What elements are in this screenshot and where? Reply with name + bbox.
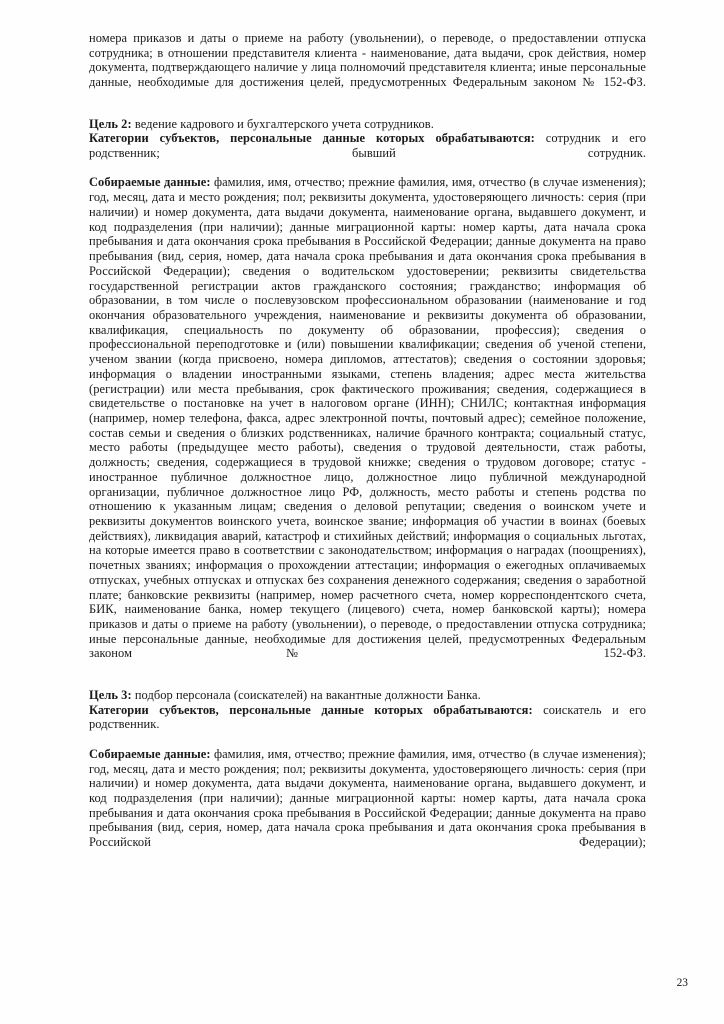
paragraph-purpose-3 <box>89 688 646 703</box>
paragraph-purpose-2-categories <box>89 131 646 175</box>
page-content <box>89 31 646 865</box>
purpose-3-collected-text: фамилия, имя, отчество; прежние фамилия, имя, отчество (в случае изменения); год, месяц, дата и место рождения; пол; реквизиты документа, удостоверяющего личность: серия (при наличии) и номер документа, дата выдачи документа, наименование органа, выдавшего документ, и код подразделения (при наличии); данные миграционной карты: номер карты, дата начала срока пребывания и дата окончания срока пребывания в Российской Федерации; данные документа на право пребывания (вид, серия, номер, дата начала срока пребывания и дата окончания срока пребывания в Российской Федерации); <box>89 746 646 850</box>
paragraph-purpose-3-categories <box>89 703 646 747</box>
purpose-2-categories-label: Категории субъектов, персональные данные которых обрабатываются: <box>89 131 535 146</box>
purpose-3-categories-label: Категории субъектов, персональные данные которых обрабатываются: <box>89 702 533 717</box>
purpose-3-label: Цель 3: <box>89 687 132 702</box>
purpose-2-text: ведение кадрового и бухгалтерского учета сотрудников. <box>131 116 434 131</box>
purpose-3-collected-label: Собираемые данные: <box>89 746 211 761</box>
paragraph-purpose-3-collected <box>89 747 646 865</box>
purpose-2-label: Цель 2: <box>89 116 132 131</box>
paragraph-purpose-2 <box>89 117 646 132</box>
purpose-2-collected-label: Собираемые данные: <box>89 175 211 190</box>
purpose-3-text: подбор персонала (соискателей) на вакантные должности Банка. <box>131 687 481 702</box>
page-number: 23 <box>676 977 688 989</box>
purpose-3-categories-text: соискатель и его родственник. <box>89 702 647 732</box>
purpose-2-collected-text: фамилия, имя, отчество; прежние фамилия, имя, отчество (в случае изменения); год, месяц, дата и место рождения; пол; реквизиты документа, удостоверяющего личность: серия (при наличии) и номер документа, дата выдачи документа, наименование органа, выдавшего документ, и код подразделения (при наличии); данные миграционной карты: номер карты, дата начала срока пребывания и дата окончания срока пребывания в Российской Федерации; данные документа на право пребывания (вид, серия, номер, дата начала срока пребывания и дата окончания срока пребывания в Российской Федерации); сведения о водительском удостоверении; реквизиты свидетельства государственной регистрации актов гражданского состояния; гражданство; информация об образовании, в том числе о послевузовском профессиональном образовании (наименование и год окончания образовательного учреждения, наименование и реквизиты документа об образовании, квалификация, специальность по документу об образовании, профессия); сведения о профессиональной переподготовке и (или) повышении квалификации; сведения об ученой степени, ученом звании (когда присвоено, номера дипломов, аттестатов); сведения о состоянии здоровья; информация о владении иностранными языками, степень владения; адрес места жительства (регистрации) или места пребывания, срок фактического проживания; сведения, содержащиеся в свидетельстве о постановке на учет в налоговом органе (ИНН); СНИЛС; контактная информация (например, номер телефона, факса, адрес электронной почты, почтовый адрес); семейное положение, состав семьи и сведения о близких родственниках, наличие брачного контракта; социальный статус, место работы (предыдущее место работы), сведения о трудовой деятельности, стаж работы, должность; сведения, содержащиеся в трудовой книжке; сведения о трудовом договоре; статус - иностранное публичное должностное лицо, должностное лицо публичной международной организации, публичное должностное лицо РФ, должность, место работы и степень родства по отношению к указанным лицам; сведения о деловой репутации; сведения о воинском учете и реквизиты документов воинского учета, воинское звание; информация об участии в воинах (боевых действиях), ликвидация аварий, катастроф и стихийных действий; информация о социальных льготах, на которые имеется право в соответствии с законодательством; информация о наградах (поощрениях), почетных званиях; информация о прохождении аттестации; информация о ежегодных оплачиваемых отпусках, учебных отпусках и отпусках без сохранения денежного содержания; сведения о заработной плате; банковские реквизиты (например, номер расчетного счета, номер корреспондентского счета, БИК, наименование банка, номер текущего (лицевого) счета, номер банковской карты); номера приказов и даты о приеме на работу (увольнении), о переводе, о предоставлении отпуска сотрудника; иные персональные данные, необходимые для достижения целей, предусмотренных Федеральным законом № 152-ФЗ. <box>89 175 646 661</box>
paragraph-purpose-2-collected <box>89 175 646 675</box>
paragraph-continued-purpose-1: номера приказов и даты о приеме на работу (увольнении), о переводе, о предоставлении отпуска сотрудника; в отношении представителя клиента - наименование, дата выдачи, срок действия, номер документа, подтверждающего наличие у лица полномочий представителя клиента; иные персональные данные, необходимые для достижения целей, предусмотренных Федеральным законом № 152-ФЗ. <box>89 31 646 90</box>
purpose-2-categories-text: сотрудник и его родственник; бывший сотрудник. <box>89 131 646 161</box>
